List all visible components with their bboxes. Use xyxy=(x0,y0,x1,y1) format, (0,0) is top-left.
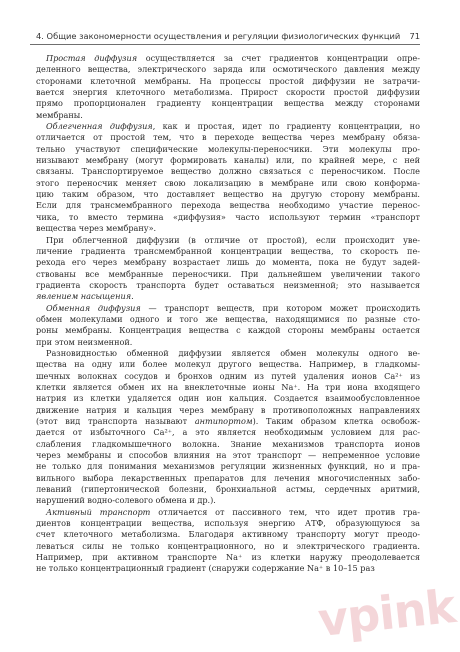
line-text: , как и простая, идет по градиенту концентрации, но xyxy=(152,121,420,132)
text-line xyxy=(36,303,420,314)
paragraph xyxy=(36,348,420,507)
text-line xyxy=(36,348,420,359)
text-line xyxy=(36,439,420,450)
line-text: (этот вид транспорта называют xyxy=(36,416,195,426)
text-line xyxy=(36,461,420,472)
line-text: личение градиента трансмембранной концентрации вещества, то скорость пе- xyxy=(36,245,420,256)
italic-term: Обменная диффузия xyxy=(46,302,141,313)
text-line xyxy=(36,495,420,506)
text-line xyxy=(36,552,420,563)
text-line xyxy=(36,416,420,427)
line-text: При облегченной диффузии (в отличие от простой), если происходит уве- xyxy=(46,234,420,245)
line-text: — транспорт веществ, при котором может происходить xyxy=(140,302,420,313)
text-line xyxy=(36,144,420,155)
paragraph xyxy=(36,235,420,303)
chapter-title: 4. Общие закономерности осуществления и регуляции физиологических функций xyxy=(36,31,401,41)
text-line xyxy=(36,529,420,540)
paragraph xyxy=(36,53,420,121)
line-text: рехода его через мембрану возрастает лишь до момента, пока не будут задей- xyxy=(36,257,420,268)
watermark: vpink xyxy=(315,578,458,648)
line-text: цию таким образом, что доставляет вещество на другую сторону мембраны. xyxy=(36,189,420,200)
line-text: Например, при активном транспорте Na⁺ из клетки наружу преодолевается xyxy=(36,552,420,563)
text-line xyxy=(36,291,420,302)
italic-term: Облегченная диффузия xyxy=(46,121,153,132)
page-header xyxy=(30,24,420,45)
line-text: ствованы все мембранные переносчики. При дальнейшем увеличении такого xyxy=(36,268,420,279)
line-text: вается энергия клеточного метаболизма. Прирост скорости простой диффузии xyxy=(36,87,420,98)
text-line xyxy=(36,189,420,200)
line-text: движение натрия и кальция через мембрану в противоположных направлениях xyxy=(36,404,420,415)
text-line xyxy=(36,155,420,166)
line-text: не только концентрационный градиент (снаружи содержание Na⁺ в 10–15 раз xyxy=(36,563,375,574)
paragraph xyxy=(36,121,420,234)
paragraph xyxy=(36,507,420,575)
text-line xyxy=(36,450,420,461)
line-text: не только для понимания механизмов регуляции жизненных функций, но и пра- xyxy=(36,461,420,472)
text-line xyxy=(36,53,420,64)
line-text: клетки является обмен их на внеклеточные ионы Na⁺. На три иона входящего xyxy=(36,381,420,392)
line-text: деленного вещества, электрического заряда или осмотического давления между xyxy=(36,64,420,75)
text-line xyxy=(36,371,420,382)
line-text: прямо пропорционален градиенту концентрации вещества между сторонами xyxy=(36,98,420,109)
text-line xyxy=(36,223,420,234)
italic-term: явлением насыщения xyxy=(36,291,132,302)
line-text: вильного выбора лекарственных препаратов для лечения многочисленных забо- xyxy=(36,472,420,483)
line-text: отличается от пассивного тем, что идет против гра- xyxy=(150,506,420,517)
line-text: этого переносчик меняет свою локализацию в мембране или свою конформа- xyxy=(36,177,420,188)
text-line xyxy=(36,178,420,189)
text-line xyxy=(36,166,420,177)
text-line xyxy=(36,325,420,336)
page-number: 71 xyxy=(409,31,420,41)
text-line xyxy=(36,64,420,75)
paragraph xyxy=(36,303,420,348)
text-line xyxy=(36,132,420,143)
line-text: через мембраны и способов влияния на этот транспорт — непременное условие xyxy=(36,450,420,461)
text-line xyxy=(36,110,420,121)
line-text: осуществляется за счет градиентов концентрации опре- xyxy=(137,53,420,63)
text-line xyxy=(36,235,420,246)
line-text: слабления гладкомышечного волокна. Знание механизмов транспорта ионов xyxy=(36,438,420,449)
line-text: Если для трансмембранного перехода вещества необходимо участие перенос- xyxy=(36,200,420,211)
text-line xyxy=(36,280,420,291)
line-text: натрия из клетки удаляется один ион кальция. Создается взаимообусловленное xyxy=(36,393,420,404)
line-text: тельно участвуют специфические молекулы-переносчики. Эти молекулы про- xyxy=(36,143,420,154)
text-line xyxy=(36,98,420,109)
line-text: вещества через мембрану». xyxy=(36,223,157,234)
line-text: чика, то вместо термина «диффузия» часто используют термин «транспорт xyxy=(36,211,420,222)
line-text: сторонами клеточной мембраны. На процессы простой диффузии не затрачи- xyxy=(36,75,420,86)
line-text: при этом неизменной. xyxy=(36,336,133,347)
line-text: леваться силы не только концентрационного, но и электрического градиента. xyxy=(36,540,420,551)
text-line xyxy=(36,484,420,495)
line-text: ). Таким образом клетка освобож- xyxy=(252,416,420,426)
line-text: низывают мембрану (могут формировать каналы) или, по крайней мере, с ней xyxy=(36,155,420,166)
line-text: градиента скорость транспорта будет оставаться неизменной; это называется xyxy=(36,279,420,290)
line-text: счет клеточного метаболизма. Благодаря активному транспорту могут преодо- xyxy=(36,529,420,540)
line-text: мембраны. xyxy=(36,109,83,120)
line-text: Разновидностью обменной диффузии является обмен молекулы одного ве- xyxy=(46,347,420,358)
text-line xyxy=(36,337,420,348)
line-text: диентов концентрации вещества, используя энергию АТФ, образующуюся за xyxy=(36,518,420,529)
line-text: роны мембраны. Концентрация вещества с каждой стороны мембраны остается xyxy=(36,325,420,336)
italic-term: Простая диффузия xyxy=(46,53,138,63)
text-line xyxy=(36,382,420,393)
body-text xyxy=(36,53,420,575)
line-text: отличается от простой тем, что в переходе вещества через мембрану обяза- xyxy=(36,132,420,143)
text-line xyxy=(36,121,420,132)
text-line xyxy=(36,246,420,257)
line-text: шечных волокнах сосудов и бронхов одним из путей удаления ионов Ca²⁺ из xyxy=(36,370,420,381)
text-line xyxy=(36,257,420,268)
text-line xyxy=(36,427,420,438)
line-text: нарушений водно-солевого обмена и др.). xyxy=(36,495,216,506)
text-line xyxy=(36,473,420,484)
text-line xyxy=(36,405,420,416)
text-line xyxy=(36,507,420,518)
line-text: . xyxy=(131,291,134,302)
text-line xyxy=(36,269,420,280)
line-text: щества на одну или более молекул другого вещества. Например, в гладкомы- xyxy=(36,359,420,370)
text-line xyxy=(36,76,420,87)
line-text: связаны. Транспортируемое вещество должно связаться с переносчиком. После xyxy=(36,166,420,177)
text-line xyxy=(36,212,420,223)
text-line xyxy=(36,87,420,98)
text-line xyxy=(36,518,420,529)
text-line xyxy=(36,563,420,574)
text-line xyxy=(36,314,420,325)
line-text: дается от избыточного Ca²⁺, а это является необходимым условием для рас- xyxy=(36,427,420,438)
italic-term: антипортом xyxy=(194,416,253,426)
italic-term: Активный транспорт xyxy=(46,506,151,517)
line-text: обмен молекулами одного и того же вещества, находящимися по разные сто- xyxy=(36,313,420,324)
text-line xyxy=(36,541,420,552)
text-line xyxy=(36,200,420,211)
text-line xyxy=(36,359,420,370)
line-text: леваний (гипертонической болезни, бронхиальной астмы, сердечных аритмий, xyxy=(36,484,420,495)
text-line xyxy=(36,393,420,404)
